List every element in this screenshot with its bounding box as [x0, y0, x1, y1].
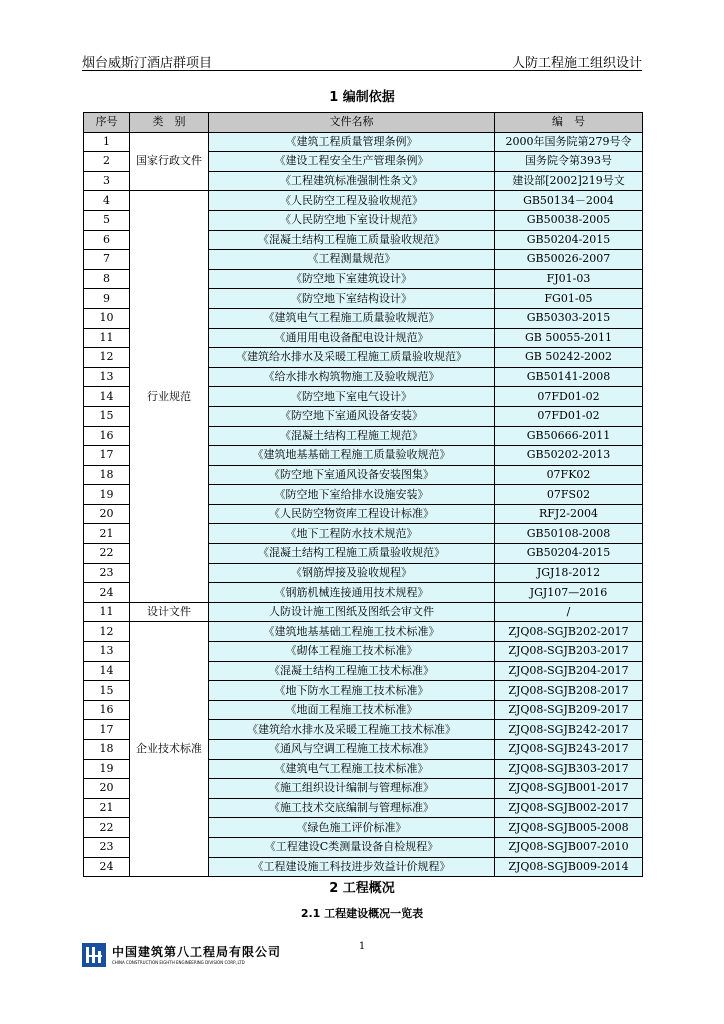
- cell-code: RFJ2-2004: [495, 504, 643, 524]
- cell-code: ZJQ08-SGJB002-2017: [495, 798, 643, 818]
- cell-no: 4: [84, 191, 130, 211]
- cell-code: GB50204-2015: [495, 230, 643, 250]
- cell-code: ZJQ08-SGJB204-2017: [495, 661, 643, 681]
- page-number: 1: [358, 941, 366, 952]
- cell-code: /: [495, 602, 643, 622]
- cell-code: GB50202-2013: [495, 446, 643, 466]
- cell-code: ZJQ08-SGJB005-2008: [495, 818, 643, 838]
- cell-code: GB50134－2004: [495, 191, 643, 211]
- cell-name: 《施工技术交底编制与管理标准》: [209, 798, 495, 818]
- cell-name: 《钢筋机械连接通用技术规程》: [209, 583, 495, 603]
- cell-name: 《绿色施工评价标准》: [209, 818, 495, 838]
- cell-no: 11: [84, 602, 130, 622]
- cell-code: ZJQ08-SGJB007-2010: [495, 837, 643, 857]
- cell-name: 《建筑工程质量管理条例》: [209, 132, 495, 152]
- cell-category: 设计文件: [130, 602, 209, 622]
- cell-name: 《人民防空物资库工程设计标准》: [209, 504, 495, 524]
- cell-category: 国家行政文件: [130, 132, 209, 191]
- cell-no: 18: [84, 740, 130, 760]
- cell-name: 《钢筋焊接及验收规程》: [209, 563, 495, 583]
- cell-category: 行业规范: [130, 191, 209, 602]
- cell-no: 19: [84, 759, 130, 779]
- table-row: [84, 602, 643, 622]
- cell-code: 07FD01-02: [495, 406, 643, 426]
- cell-no: 6: [84, 230, 130, 250]
- cell-code: ZJQ08-SGJB243-2017: [495, 740, 643, 760]
- cell-name: 《地面工程施工技术标准》: [209, 700, 495, 720]
- cell-name: 《防空地下室电气设计》: [209, 387, 495, 407]
- header-cell-code: 编 号: [495, 113, 643, 133]
- cell-name: 《防空地下室结构设计》: [209, 289, 495, 309]
- cell-code: GB50666-2011: [495, 426, 643, 446]
- section-title-overview: 2 工程概况: [329, 881, 395, 896]
- cell-code: GB50038-2005: [495, 210, 643, 230]
- cell-code: ZJQ08-SGJB009-2014: [495, 857, 643, 877]
- cell-code: ZJQ08-SGJB202-2017: [495, 622, 643, 642]
- basis-table: [83, 112, 643, 877]
- cell-code: GB50108-2008: [495, 524, 643, 544]
- table-row: [84, 132, 643, 152]
- cell-name: 《给水排水构筑物施工及验收规范》: [209, 367, 495, 387]
- cell-no: 14: [84, 661, 130, 681]
- cell-name: 《砌体工程施工技术标准》: [209, 642, 495, 662]
- cell-no: 20: [84, 779, 130, 799]
- cell-code: 2000年国务院第279号令: [495, 132, 643, 152]
- cell-no: 21: [84, 798, 130, 818]
- cell-no: 24: [84, 857, 130, 877]
- table-body: [84, 132, 643, 877]
- cell-name: 《人民防空工程及验收规范》: [209, 191, 495, 211]
- cell-name: 《地下工程防水技术规范》: [209, 524, 495, 544]
- page-header: [82, 50, 642, 71]
- cell-no: 10: [84, 308, 130, 328]
- cell-no: 12: [84, 622, 130, 642]
- cell-name: 《建筑地基基础工程施工技术标准》: [209, 622, 495, 642]
- company-name-en: CHINA CONSTRUCTION EIGHTH ENGINEERING DIVISION CORP.,LTD: [112, 960, 245, 965]
- cell-no: 17: [84, 446, 130, 466]
- cell-code: GB 50242-2002: [495, 348, 643, 368]
- cell-name: 《混凝土结构工程施工质量验收规范》: [209, 544, 495, 564]
- cell-name: 《混凝土结构工程施工规范》: [209, 426, 495, 446]
- cell-no: 11: [84, 328, 130, 348]
- cell-code: ZJQ08-SGJB242-2017: [495, 720, 643, 740]
- cell-no: 22: [84, 544, 130, 564]
- cell-name: 《施工组织设计编制与管理标准》: [209, 779, 495, 799]
- company-name-cn: 中国建筑第八工程局有限公司: [112, 945, 282, 959]
- cell-name: 《工程建设施工科技进步效益计价规程》: [209, 857, 495, 877]
- cell-name: 《防空地下室通风设备安装图集》: [209, 465, 495, 485]
- cell-name: 《防空地下室建筑设计》: [209, 269, 495, 289]
- cell-no: 2: [84, 152, 130, 172]
- cell-no: 18: [84, 465, 130, 485]
- cell-code: ZJQ08-SGJB303-2017: [495, 759, 643, 779]
- cell-no: 16: [84, 700, 130, 720]
- header-document-title: 人防工程施工组织设计: [511, 56, 642, 71]
- cell-name: 《防空地下室通风设备安装》: [209, 406, 495, 426]
- cell-code: ZJQ08-SGJB001-2017: [495, 779, 643, 799]
- cell-name: 《工程建筑标准强制性条文》: [209, 171, 495, 191]
- cell-no: 21: [84, 524, 130, 544]
- cell-code: 建设部[2002]219号文: [495, 171, 643, 191]
- cell-code: FJ01-03: [495, 269, 643, 289]
- cell-name: 《工程建设C类测量设备自检规程》: [209, 837, 495, 857]
- cell-no: 8: [84, 269, 130, 289]
- cell-no: 1: [84, 132, 130, 152]
- subsection-title-overview-table: 2.1 工程建设概况一览表: [300, 907, 424, 920]
- cell-name: 《混凝土结构工程施工质量验收规范》: [209, 230, 495, 250]
- cell-name: 人防设计施工图纸及图纸会审文件: [209, 602, 495, 622]
- cell-no: 12: [84, 348, 130, 368]
- cell-code: GB50141-2008: [495, 367, 643, 387]
- cell-name: 《建筑给水排水及采暖工程施工技术标准》: [209, 720, 495, 740]
- cell-code: ZJQ08-SGJB203-2017: [495, 642, 643, 662]
- cell-name: 《通用用电设备配电设计规范》: [209, 328, 495, 348]
- cell-code: 07FK02: [495, 465, 643, 485]
- cell-code: 07FD01-02: [495, 387, 643, 407]
- cell-no: 22: [84, 818, 130, 838]
- cell-code: FG01-05: [495, 289, 643, 309]
- cell-name: 《混凝土结构工程施工技术标准》: [209, 661, 495, 681]
- cell-code: GB50204-2015: [495, 544, 643, 564]
- cell-no: 17: [84, 720, 130, 740]
- cell-no: 9: [84, 289, 130, 309]
- cell-name: 《建筑给水排水及采暖工程施工质量验收规范》: [209, 348, 495, 368]
- cell-code: GB 50055-2011: [495, 328, 643, 348]
- cell-no: 7: [84, 250, 130, 270]
- cell-code: GB50303-2015: [495, 308, 643, 328]
- cell-no: 15: [84, 681, 130, 701]
- cell-name: 《通风与空调工程施工技术标准》: [209, 740, 495, 760]
- cell-no: 19: [84, 485, 130, 505]
- cell-name: 《建筑电气工程施工质量验收规范》: [209, 308, 495, 328]
- cell-no: 13: [84, 642, 130, 662]
- header-cell-category: 类 别: [130, 113, 209, 133]
- cell-name: 《工程测量规范》: [209, 250, 495, 270]
- cell-code: JGJ18-2012: [495, 563, 643, 583]
- cell-category: 企业技术标准: [130, 622, 209, 877]
- cell-name: 《防空地下室给排水设施安装》: [209, 485, 495, 505]
- cell-name: 《建筑电气工程施工技术标准》: [209, 759, 495, 779]
- cell-code: ZJQ08-SGJB208-2017: [495, 681, 643, 701]
- table-header-row: [84, 113, 643, 133]
- cell-no: 14: [84, 387, 130, 407]
- cell-no: 15: [84, 406, 130, 426]
- cell-name: 《建设工程安全生产管理条例》: [209, 152, 495, 172]
- section-title-basis: 1 编制依据: [329, 90, 395, 105]
- cell-no: 3: [84, 171, 130, 191]
- header-cell-name: 文件名称: [209, 113, 495, 133]
- cell-code: GB50026-2007: [495, 250, 643, 270]
- table-row: [84, 622, 643, 642]
- cell-name: 《建筑地基基础工程施工质量验收规范》: [209, 446, 495, 466]
- cell-code: ZJQ08-SGJB209-2017: [495, 700, 643, 720]
- cell-no: 23: [84, 563, 130, 583]
- header-project-name: 烟台威斯汀酒店群项目: [82, 56, 213, 71]
- cell-no: 16: [84, 426, 130, 446]
- cell-no: 13: [84, 367, 130, 387]
- cell-name: 《人民防空地下室设计规范》: [209, 210, 495, 230]
- cell-no: 20: [84, 504, 130, 524]
- cell-code: JGJ107—2016: [495, 583, 643, 603]
- cell-code: 国务院令第393号: [495, 152, 643, 172]
- table-row: [84, 191, 643, 211]
- cell-no: 5: [84, 210, 130, 230]
- cell-no: 24: [84, 583, 130, 603]
- cell-no: 23: [84, 837, 130, 857]
- header-cell-no: 序号: [84, 113, 130, 133]
- cell-code: 07FS02: [495, 485, 643, 505]
- cell-name: 《地下防水工程施工技术标准》: [209, 681, 495, 701]
